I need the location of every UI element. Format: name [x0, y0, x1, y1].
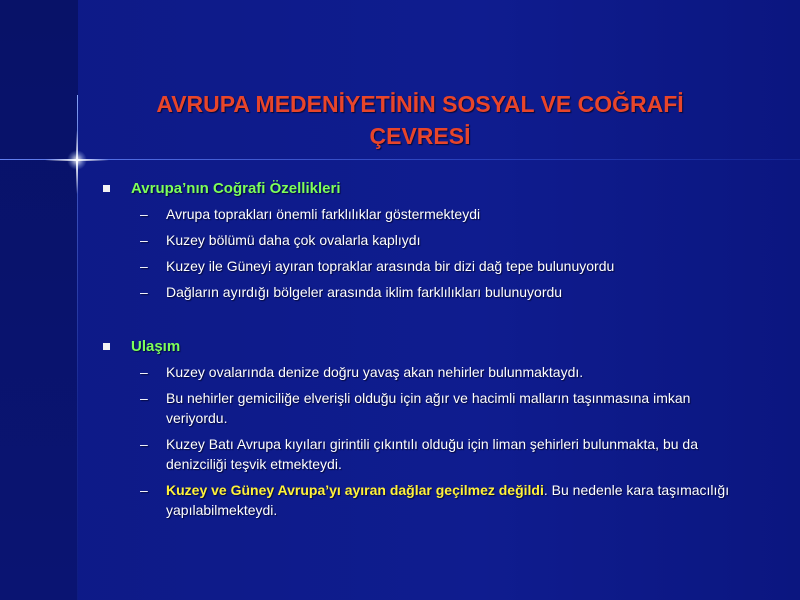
- section-transport: [100, 336, 740, 520]
- dash-bullet-icon: –: [140, 284, 148, 300]
- list-item: – Kuzey bölümü daha çok ovalarla kaplıydı: [140, 232, 421, 248]
- dash-bullet-icon: –: [140, 364, 148, 380]
- list-item: – Dağların ayırdığı bölgeler arasında iklim farklılıkları bulunuyordu: [140, 284, 563, 300]
- list-item: – Kuzey Batı Avrupa kıyıları girintili çıkıntılı olduğu için liman şehirleri bulunmakta, bu da denizciliği teşvik etmekteydi.: [140, 436, 698, 472]
- dash-bullet-icon: –: [140, 232, 148, 248]
- list-item: – Kuzey ile Güneyi ayıran topraklar arasında bir dizi dağ tepe bulunuyordu: [140, 258, 615, 274]
- section-geography: [100, 178, 740, 302]
- left-accent-band: [0, 0, 78, 600]
- section-heading: [100, 178, 740, 200]
- list-item: – Avrupa toprakları önemli farklılıklar göstermekteydi: [140, 206, 481, 222]
- square-bullet-icon: [103, 185, 110, 192]
- dash-bullet-icon: –: [140, 206, 148, 222]
- list-item-highlighted: [100, 480, 740, 520]
- section-heading-text: Ulaşım: [131, 338, 181, 355]
- slide-title: AVRUPA MEDENİYETİNİN SOSYAL VE COĞRAFİ ÇEVRESİ: [156, 91, 684, 149]
- dash-bullet-icon: –: [140, 390, 148, 406]
- section-heading: [100, 336, 740, 358]
- section-heading-text: Avrupa’nın Coğrafi Özellikleri: [131, 180, 341, 197]
- slide-content: [100, 178, 740, 554]
- square-bullet-icon: [103, 343, 110, 350]
- dash-bullet-icon: –: [140, 258, 148, 274]
- horizontal-divider: [0, 159, 800, 160]
- dash-bullet-icon: –: [140, 482, 148, 498]
- list-item: – Kuzey ovalarında denize doğru yavaş akan nehirler bulunmaktaydı.: [140, 364, 584, 380]
- bullet-list: [100, 204, 740, 302]
- bullet-list: [100, 362, 740, 520]
- highlighted-text: Kuzey ve Güney Avrupa’yı ayıran dağlar geçilmez değildi: [166, 482, 544, 498]
- list-item: – Bu nehirler gemiciliğe elverişli olduğu için ağır ve hacimli malların taşınmasına imkan veriyordu.: [140, 390, 691, 426]
- item-text-rest: . Bu nedenle kara taşımacılığı yapılabilmekteydi.: [166, 482, 730, 518]
- dash-bullet-icon: –: [140, 436, 148, 452]
